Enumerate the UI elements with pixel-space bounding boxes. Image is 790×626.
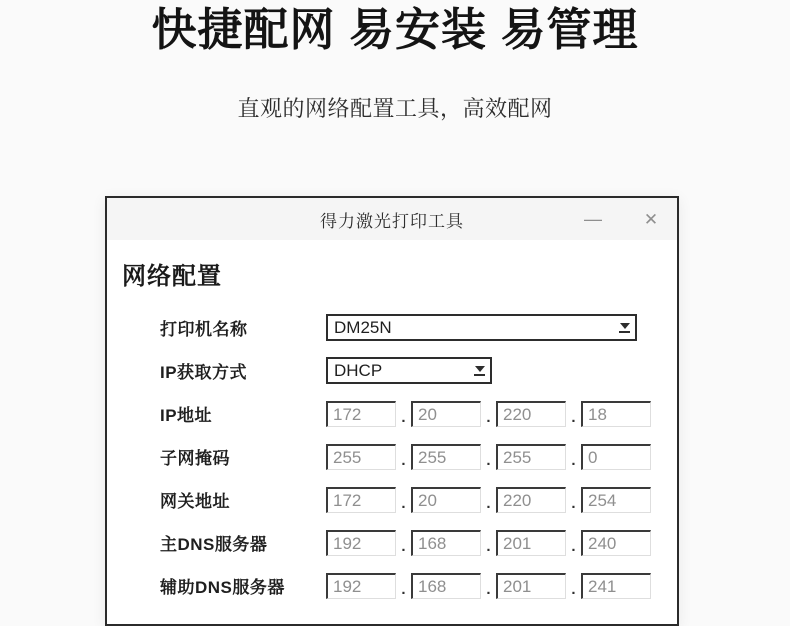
- ip-octet-input[interactable]: [583, 532, 650, 555]
- ip-octet-input[interactable]: [328, 446, 395, 469]
- ip-octet-box: [411, 401, 481, 427]
- ip-octet-box: [411, 487, 481, 513]
- secondary-dns-label: 辅助DNS服务器: [160, 578, 285, 597]
- ip-octet-box: [326, 444, 396, 470]
- form-row-primary-dns: [160, 529, 677, 556]
- page-subtitle: 直观的网络配置工具，高效配网: [237, 96, 553, 121]
- network-config-form: [160, 314, 677, 599]
- form-row-ip-mode: [160, 357, 677, 384]
- ip-octet-input[interactable]: [413, 532, 480, 555]
- ip-separator: .: [401, 495, 406, 512]
- ip-octet-input[interactable]: [583, 446, 650, 469]
- window-titlebar: [107, 198, 677, 240]
- ip-separator: .: [571, 409, 576, 426]
- ip-octet-box: [411, 444, 481, 470]
- ip-octet-box: [326, 401, 396, 427]
- section-heading-network-config: 网络配置: [122, 263, 222, 290]
- form-row-gateway: [160, 486, 677, 513]
- ip-octet-input[interactable]: [583, 575, 650, 598]
- ip-octet-box: [496, 444, 566, 470]
- ip-address-label: IP地址: [160, 406, 213, 425]
- ip-octet-box: [326, 487, 396, 513]
- ip-octet-input[interactable]: [498, 532, 565, 555]
- minimize-icon[interactable]: —: [569, 198, 617, 240]
- chevron-down-icon: [619, 323, 630, 333]
- ip-separator: .: [401, 409, 406, 426]
- ip-mode-value: DHCP: [334, 360, 383, 380]
- ip-separator: .: [401, 581, 406, 598]
- ip-separator: .: [571, 538, 576, 555]
- ip-octet-input[interactable]: [328, 489, 395, 512]
- printer-name-select[interactable]: [326, 314, 637, 341]
- ip-octet-input[interactable]: [328, 575, 395, 598]
- ip-octet-input[interactable]: [413, 489, 480, 512]
- ip-separator: .: [486, 581, 491, 598]
- ip-octet-box: [581, 401, 651, 427]
- primary-dns-group: [326, 530, 651, 556]
- ip-octet-input[interactable]: [413, 403, 480, 426]
- ip-separator: .: [571, 581, 576, 598]
- secondary-dns-group: [326, 573, 651, 599]
- printer-name-label: 打印机名称: [160, 320, 248, 339]
- ip-separator: .: [486, 452, 491, 469]
- printer-name-value: DM25N: [334, 317, 392, 337]
- ip-octet-input[interactable]: [328, 403, 395, 426]
- window-controls: [569, 198, 675, 240]
- window-title: 得力激光打印工具: [320, 211, 464, 231]
- ip-octet-input[interactable]: [498, 575, 565, 598]
- gateway-label: 网关地址: [160, 492, 230, 511]
- page-title: 快捷配网 易安装 易管理: [151, 4, 639, 55]
- ip-octet-box: [581, 530, 651, 556]
- ip-octet-input[interactable]: [413, 446, 480, 469]
- primary-dns-label: 主DNS服务器: [160, 535, 268, 554]
- ip-octet-box: [496, 573, 566, 599]
- ip-separator: .: [571, 452, 576, 469]
- ip-octet-box: [326, 573, 396, 599]
- ip-separator: .: [486, 495, 491, 512]
- ip-octet-input[interactable]: [583, 489, 650, 512]
- ip-octet-box: [581, 487, 651, 513]
- ip-octet-input[interactable]: [498, 403, 565, 426]
- ip-octet-box: [496, 401, 566, 427]
- ip-separator: .: [486, 409, 491, 426]
- ip-address-group: [326, 401, 651, 427]
- form-row-ip-address: [160, 400, 677, 427]
- ip-octet-box: [496, 487, 566, 513]
- ip-octet-box: [581, 444, 651, 470]
- ip-octet-input[interactable]: [583, 403, 650, 426]
- ip-octet-box: [581, 573, 651, 599]
- ip-separator: .: [401, 452, 406, 469]
- ip-octet-input[interactable]: [498, 489, 565, 512]
- form-row-printer-name: [160, 314, 677, 341]
- ip-octet-box: [411, 573, 481, 599]
- ip-octet-box: [326, 530, 396, 556]
- ip-octet-box: [496, 530, 566, 556]
- ip-separator: .: [401, 538, 406, 555]
- ip-octet-box: [411, 530, 481, 556]
- subnet-mask-label: 子网掩码: [160, 449, 230, 468]
- subnet-mask-group: [326, 444, 651, 470]
- ip-separator: .: [571, 495, 576, 512]
- form-row-secondary-dns: [160, 572, 677, 599]
- gateway-group: [326, 487, 651, 513]
- app-window: [105, 196, 679, 626]
- form-row-subnet-mask: [160, 443, 677, 470]
- close-icon[interactable]: ✕: [627, 198, 675, 240]
- ip-octet-input[interactable]: [328, 532, 395, 555]
- ip-octet-input[interactable]: [413, 575, 480, 598]
- ip-octet-input[interactable]: [498, 446, 565, 469]
- ip-mode-label: IP获取方式: [160, 363, 248, 382]
- chevron-down-icon: [474, 366, 485, 376]
- ip-mode-select[interactable]: [326, 357, 492, 384]
- ip-separator: .: [486, 538, 491, 555]
